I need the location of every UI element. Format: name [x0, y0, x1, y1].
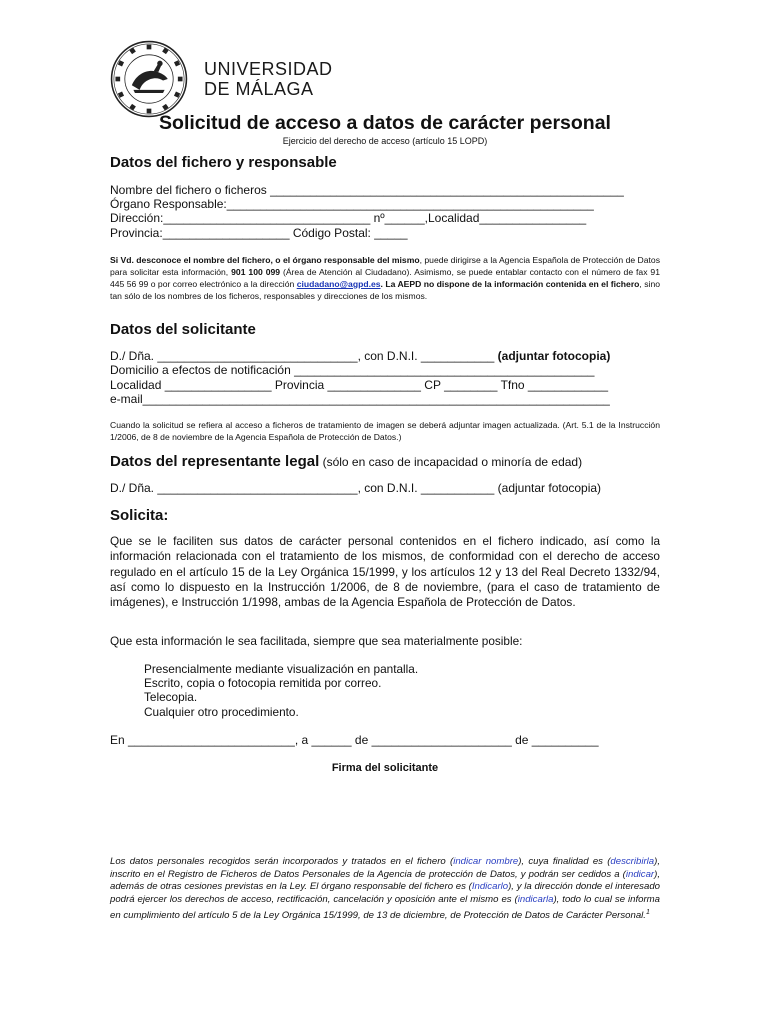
field-representante-nombre[interactable]: D./ Dña. ______________________________, con D.N.I. ___________ (adjuntar fotocopia) [110, 481, 602, 495]
field-email[interactable]: e-mail______________________________________________________________________ [110, 392, 610, 406]
info-email-link[interactable]: ciudadano@agpd.es [296, 279, 381, 289]
option-otro[interactable]: Cualquier otro procedimiento. [144, 704, 299, 719]
section-heading-solicita: Solicita: [110, 507, 169, 524]
university-seal-icon [110, 40, 188, 118]
option-presencial[interactable]: Presencialmente mediante visualización en pantalla. [144, 662, 419, 676]
field-solicitante-nombre[interactable] [110, 349, 610, 363]
signature-label: Firma del solicitante [331, 762, 439, 774]
field-lugar-fecha[interactable]: En _________________________, a ______ de _____________________ de __________ [110, 733, 599, 747]
options-list [144, 662, 418, 719]
solicitante-nombre-text: D./ Dña. ______________________________, con D.N.I. ___________ [110, 349, 498, 363]
field-direccion[interactable]: Dirección:_______________________________ nº______,Localidad________________ [110, 211, 587, 225]
logo-line-2: DE MÁLAGA [204, 79, 314, 99]
aepd-info-paragraph [110, 254, 660, 302]
section-heading-representante [110, 453, 582, 470]
option-escrito[interactable]: Escrito, copia o fotocopia remitida por correo. [144, 676, 382, 691]
legal-placeholder-indicarlo: Indicarlo [471, 881, 509, 893]
university-logo-text [204, 59, 333, 99]
logo-line-1: UNIVERSIDAD [204, 59, 333, 79]
field-provincia[interactable]: Provincia:___________________ Código Postal: _____ [110, 226, 408, 240]
legal-text-5: ), y la dirección donde el interesado podrá ejercer los derechos de acceso, rectificación, cancelación y oposición ante el mismo es ( [110, 881, 660, 906]
legal-text-6: ), todo lo cual se informa en cumplimiento del artículo 5 de la Ley Orgánica 15/1999, de 13 de diciembre, de Protección de Datos de Carácter Personal. [110, 894, 660, 921]
info-bold-1: Si Vd. desconoce el nombre del fichero, o el órgano responsable del mismo [110, 255, 420, 265]
document-subtitle: Ejercicio del derecho de acceso (artículo 15 LOPD) [282, 136, 488, 146]
info-text-2: , puede dirigirse a la Agencia Española de Protección de Datos para solicitar esta información, [110, 255, 661, 277]
legal-text-3: ), inscrito en el Registro de Ficheros de Datos Personales de la Agencia de protección de Datos, y podrán ser cedidos a ( [110, 856, 661, 880]
info-text-3: (Área de Atención al Ciudadano). Asimismo, se puede entablar contacto con el número de fax 91 445 56 99 o por correo electrónico a la dirección [110, 267, 660, 289]
field-domicilio[interactable]: Domicilio a efectos de notificación _____________________________________________ [110, 363, 595, 377]
imagen-note: Cuando la solicitud se refiera al acceso a ficheros de tratamiento de imagen se deberá adjuntar imagen actualizada. (Art. 5.1 de la Instrucción 1/2006, de 8 de noviembre de la Agencia Española de Protección de Datos.) [110, 420, 660, 442]
info-text-5: , sino tan sólo de los nombres de los ficheros, responsables y direcciones de los mismos. [110, 279, 660, 301]
field-localidad[interactable]: Localidad ________________ Provincia ______________ CP ________ Tfno ____________ [110, 378, 609, 392]
legal-text-4: ), además de otras cesiones previstas en la Ley. El órgano responsable del fichero es ( [110, 868, 660, 893]
adjuntar-fotocopia-label: (adjuntar fotocopia) [497, 349, 611, 363]
info-bold-4: . La AEPD no dispone de la información contenida en el fichero [380, 279, 640, 289]
solicita-paragraph: Que se le faciliten sus datos de carácter personal contenidos en el fichero indicado, así como la información relacionada con el tratamiento de los mismos, de conformidad con el derecho de acceso regulado en el artículo 15 de la Ley Orgánica 15/1999, y los artículos 12 y 13 del Real Decreto 1332/94, así como lo dispuesto en la Instrucción 1/2006, de 8 de noviembre, (para el caso de tratamiento de imágenes), e Instrucción 1/1998, ambas de la Agencia Española de Protección de Datos. [110, 534, 660, 610]
legal-text-2: ), cuya finalidad es ( [518, 856, 611, 867]
legal-placeholder-describirla: describirla [610, 856, 655, 867]
option-telecopia[interactable]: Telecopia. [144, 690, 198, 705]
legal-text-1: Los datos personales recogidos serán incorporados y tratados en el fichero ( [110, 856, 454, 867]
section-heading-solicitante: Datos del solicitante [110, 321, 256, 338]
section-heading-fichero: Datos del fichero y responsable [110, 154, 337, 171]
legal-placeholder-indicar: indicar [625, 868, 655, 880]
solicita-paragraph-2: Que esta información le sea facilitada, siempre que sea materialmente posible: [110, 634, 523, 648]
field-nombre-fichero[interactable]: Nombre del fichero o ficheros _____________________________________________________ [110, 183, 624, 197]
legal-placeholder-indicarla: indicarla [517, 894, 554, 906]
footnote-marker: 1 [645, 908, 650, 916]
legal-placeholder-nombre: indicar nombre [453, 856, 519, 867]
representante-heading-text: Datos del representante legal [110, 453, 320, 470]
document-title: Solicitud de acceso a datos de carácter personal [159, 112, 611, 134]
field-organo-responsable[interactable]: Órgano Responsable:_______________________________________________________ [110, 197, 594, 211]
representante-heading-note: (sólo en caso de incapacidad o minoría de edad) [319, 455, 583, 469]
legal-notice [110, 856, 660, 923]
info-phone: 901 100 099 [231, 267, 281, 277]
